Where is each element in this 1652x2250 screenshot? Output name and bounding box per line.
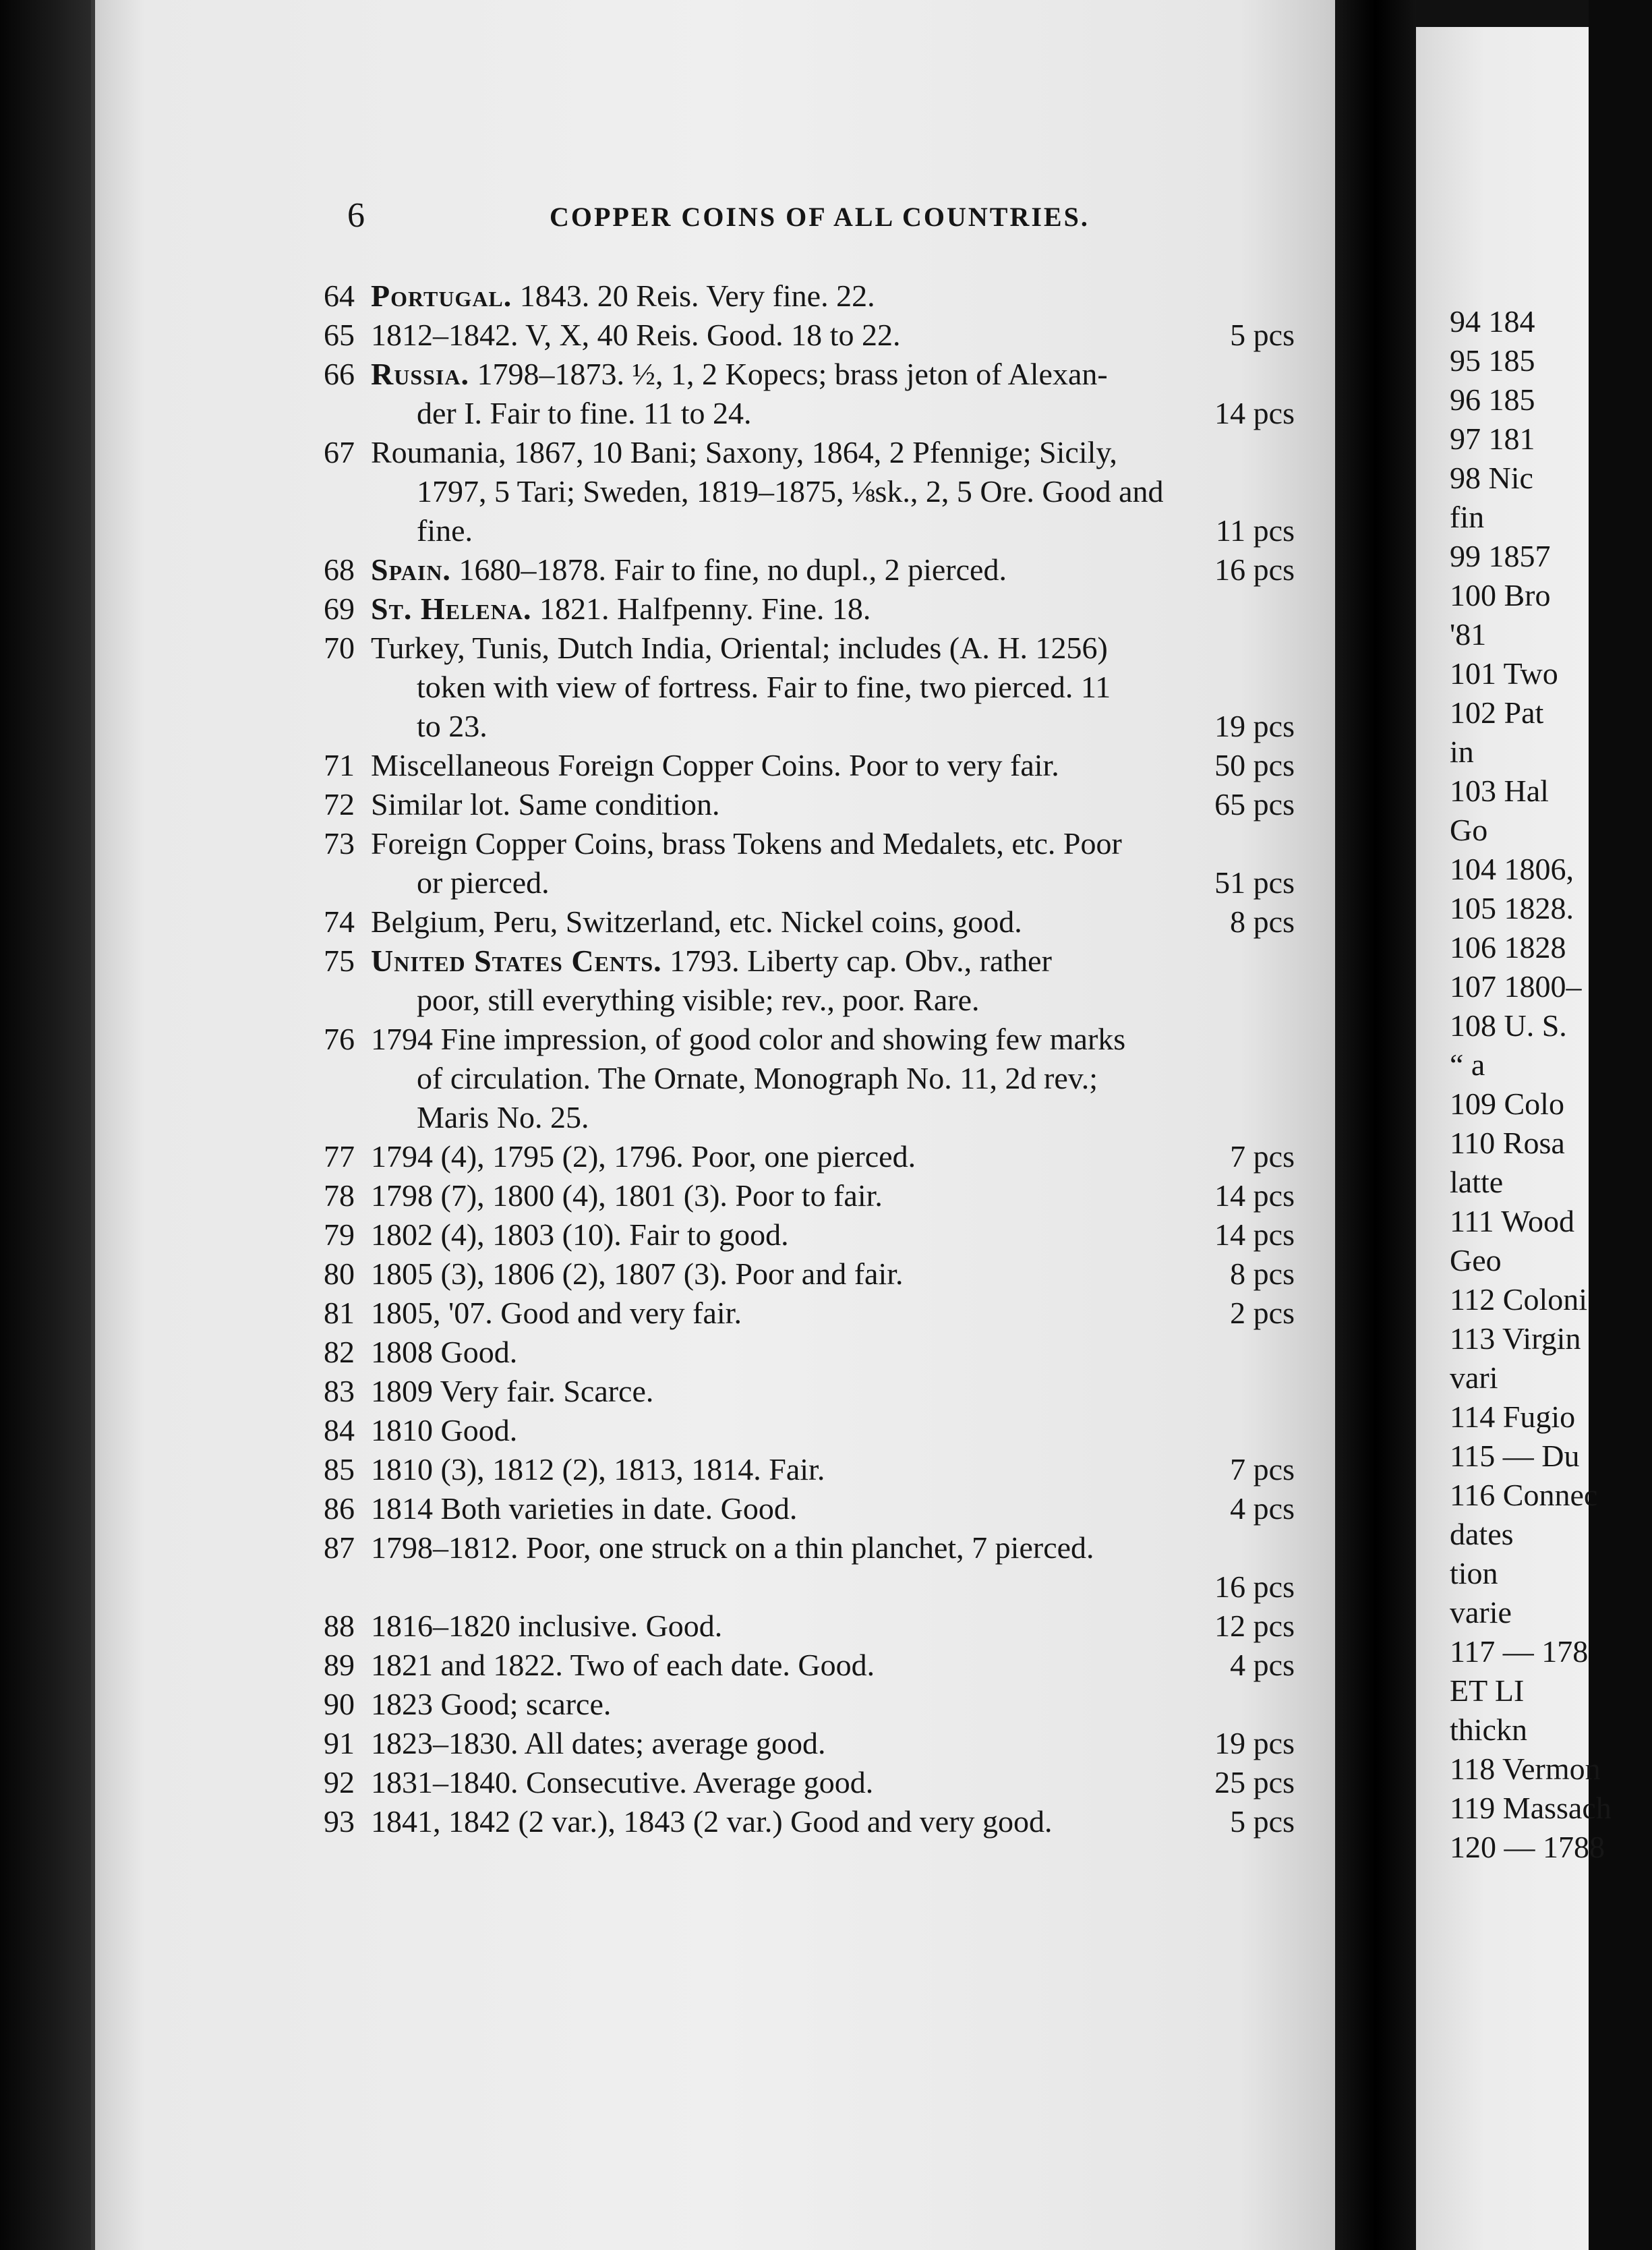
lot-number: 79 <box>324 1217 355 1252</box>
catalog-entry <box>324 1372 1308 1411</box>
lot-description <box>417 1569 425 1604</box>
lot-description: 1810 Good. <box>371 1413 518 1447</box>
lot-number: 71 <box>324 748 355 782</box>
catalog-entry <box>324 1333 1308 1372</box>
entry-text <box>324 1450 825 1489</box>
entry-text <box>417 1098 589 1137</box>
catalog-entry <box>324 1763 1308 1802</box>
entry-line <box>324 511 1308 550</box>
catalog-entry <box>324 746 1308 785</box>
lot-heading: United States Cents. <box>371 944 662 978</box>
lot-description: 1812–1842. V, X, 40 Reis. Good. 18 to 22. <box>371 318 901 352</box>
lot-description: to 23. <box>417 709 488 743</box>
piece-count: 51 pcs <box>1214 865 1295 900</box>
fragment-line: Go <box>1450 813 1488 847</box>
entry-line <box>324 785 1308 824</box>
entry-line <box>324 1411 1308 1450</box>
catalog-entry <box>324 1254 1308 1294</box>
fragment-line: 113 Virgin <box>1450 1321 1581 1356</box>
lot-number: 69 <box>324 592 355 626</box>
piece-count: 12 pcs <box>1214 1609 1295 1643</box>
catalog-entry <box>324 1215 1308 1254</box>
entry-line <box>324 981 1308 1020</box>
piece-count: 16 pcs <box>1214 1569 1295 1604</box>
entry-text <box>417 1567 425 1607</box>
entry-line <box>324 1450 1308 1489</box>
fragment-line: in <box>1450 734 1474 769</box>
entry-text <box>417 394 752 433</box>
lot-number: 67 <box>324 435 355 469</box>
lot-description: 1823–1830. All dates; average good. <box>371 1726 826 1760</box>
catalog-entry <box>324 1685 1308 1724</box>
lot-description: of circulation. The Ornate, Monograph No. 11, 2d rev.; <box>417 1061 1098 1095</box>
lot-description: 1808 Good. <box>371 1335 518 1369</box>
entry-text <box>417 1059 1098 1098</box>
entry-text <box>324 1411 517 1450</box>
lot-description: 1814 Both varieties in date. Good. <box>371 1491 798 1526</box>
lot-number: 81 <box>324 1296 355 1330</box>
lot-number: 68 <box>324 552 355 587</box>
fragment-line: vari <box>1450 1360 1498 1395</box>
fragment-line: thickn <box>1450 1712 1527 1747</box>
catalog-entry <box>324 1607 1308 1646</box>
entry-line <box>324 355 1308 394</box>
fragment-line: ET LI <box>1450 1673 1525 1708</box>
catalog-entry <box>324 1020 1308 1137</box>
piece-count: 8 pcs <box>1230 1257 1295 1291</box>
piece-count: 14 pcs <box>1214 396 1295 430</box>
lot-description: 1810 (3), 1812 (2), 1813, 1814. Fair. <box>371 1452 825 1487</box>
fragment-line: 94 184 <box>1450 304 1535 339</box>
catalog-entries <box>324 277 1308 1841</box>
lot-description: Roumania, 1867, 10 Bani; Saxony, 1864, 2 Pfennige; Sicily, <box>371 435 1117 469</box>
entry-line <box>324 902 1308 942</box>
entry-line <box>324 550 1308 589</box>
piece-count: 5 pcs <box>1230 1804 1295 1839</box>
lot-number: 78 <box>324 1178 355 1213</box>
fragment-line: 115 — Du <box>1450 1439 1580 1473</box>
fragment-line: tion <box>1450 1556 1498 1590</box>
lot-number: 65 <box>324 318 355 352</box>
catalog-entry <box>324 550 1308 589</box>
entry-text <box>324 1020 1125 1059</box>
fragment-line: 97 181 <box>1450 422 1535 456</box>
fragment-line: 107 1800– <box>1450 969 1582 1004</box>
catalog-entry <box>324 589 1308 629</box>
entry-text <box>417 863 550 902</box>
fragment-line: 106 1828 <box>1450 930 1566 964</box>
entry-line <box>324 1763 1308 1802</box>
entry-line <box>324 1098 1308 1137</box>
fragment-line: 120 — 1788 <box>1450 1830 1605 1864</box>
lot-number: 93 <box>324 1804 355 1839</box>
fragment-line: 111 Wood <box>1450 1204 1574 1238</box>
entry-line <box>324 1567 1308 1607</box>
piece-count: 50 pcs <box>1214 748 1295 782</box>
entry-text <box>324 1176 883 1215</box>
fragment-line: 119 Massach <box>1450 1791 1612 1825</box>
lot-description: token with view of fortress. Fair to fine, two pierced. 11 <box>417 670 1111 704</box>
catalog-entry <box>324 1528 1308 1607</box>
lot-number: 77 <box>324 1139 355 1174</box>
entry-line <box>324 589 1308 629</box>
entry-line <box>324 942 1308 981</box>
lot-number: 84 <box>324 1413 355 1447</box>
entry-line <box>324 1685 1308 1724</box>
lot-heading: Spain. <box>371 552 451 587</box>
entry-text <box>324 629 1108 668</box>
entry-text <box>324 902 1022 942</box>
fragment-line: 103 Hal <box>1450 774 1549 808</box>
lot-number: 75 <box>324 944 355 978</box>
lot-description: 1797, 5 Tari; Sweden, 1819–1875, ⅛sk., 2, 5 Ore. Good and <box>417 474 1164 509</box>
lot-description: Belgium, Peru, Switzerland, etc. Nickel coins, good. <box>371 904 1022 939</box>
scan-left-edge <box>0 0 91 2250</box>
entry-text <box>324 746 1059 785</box>
entry-text <box>417 511 473 550</box>
entry-text <box>324 550 1007 589</box>
entry-line <box>324 1137 1308 1176</box>
fragment-line: 102 Pat <box>1450 695 1544 730</box>
entry-line <box>324 1607 1308 1646</box>
lot-number: 66 <box>324 357 355 391</box>
lot-number: 74 <box>324 904 355 939</box>
lot-description: 1798–1873. ½, 1, 2 Kopecs; brass jeton of Alexan- <box>477 357 1108 391</box>
entry-text <box>324 1802 1053 1841</box>
catalog-entry <box>324 902 1308 942</box>
catalog-entry <box>324 1137 1308 1176</box>
entry-text <box>324 1215 789 1254</box>
lot-description: 1680–1878. Fair to fine, no dupl., 2 pierced. <box>459 552 1007 587</box>
lot-description: 1802 (4), 1803 (10). Fair to good. <box>371 1217 789 1252</box>
entry-line <box>324 1646 1308 1685</box>
catalog-entry <box>324 1411 1308 1450</box>
lot-number: 91 <box>324 1726 355 1760</box>
lot-description: 1841, 1842 (2 var.), 1843 (2 var.) Good and very good. <box>371 1804 1053 1839</box>
entry-line <box>324 1528 1308 1567</box>
catalog-entry <box>324 629 1308 746</box>
piece-count: 14 pcs <box>1214 1217 1295 1252</box>
entry-line <box>324 863 1308 902</box>
entry-text <box>417 707 488 746</box>
lot-number: 80 <box>324 1257 355 1291</box>
entry-text <box>324 824 1122 863</box>
entry-text <box>417 981 980 1020</box>
entry-text <box>417 472 1163 511</box>
lot-description: 1831–1840. Consecutive. Average good. <box>371 1765 874 1799</box>
fragment-line: latte <box>1450 1165 1504 1199</box>
book-gutter <box>1335 0 1416 2250</box>
entry-text <box>324 316 900 355</box>
lot-description: 1798 (7), 1800 (4), 1801 (3). Poor to fair. <box>371 1178 883 1213</box>
entry-text <box>324 1607 722 1646</box>
fragment-line: '81 <box>1450 617 1487 652</box>
lot-description: Turkey, Tunis, Dutch India, Oriental; includes (A. H. 1256) <box>371 631 1108 665</box>
catalog-entry <box>324 355 1308 433</box>
fragment-line: 105 1828. <box>1450 891 1574 925</box>
fragment-line: 96 185 <box>1450 382 1535 417</box>
entry-text <box>324 1763 873 1802</box>
piece-count: 25 pcs <box>1214 1765 1295 1799</box>
entry-line <box>324 668 1308 707</box>
lot-description: 1843. 20 Reis. Very fine. 22. <box>519 279 875 313</box>
entry-text <box>324 942 1052 981</box>
lot-description: Miscellaneous Foreign Copper Coins. Poor to very fair. <box>371 748 1059 782</box>
lot-description: 1821 and 1822. Two of each date. Good. <box>371 1648 875 1682</box>
entry-line <box>324 472 1308 511</box>
fragment-line: 116 Connec <box>1450 1478 1598 1512</box>
catalog-entry <box>324 1450 1308 1489</box>
piece-count: 7 pcs <box>1230 1452 1295 1487</box>
lot-number: 82 <box>324 1335 355 1369</box>
lot-number: 73 <box>324 826 355 861</box>
lot-heading: Russia. <box>371 357 469 391</box>
lot-description: Maris No. 25. <box>417 1100 589 1134</box>
lot-number: 76 <box>324 1022 355 1056</box>
entry-line <box>324 433 1308 472</box>
fragment-line: 108 U. S. <box>1450 1008 1567 1043</box>
fragment-line: varie <box>1450 1595 1512 1629</box>
catalog-entry <box>324 316 1308 355</box>
catalog-entry <box>324 1802 1308 1841</box>
catalog-entry <box>324 277 1308 316</box>
lot-heading: St. Helena. <box>371 592 532 626</box>
entry-line <box>324 1254 1308 1294</box>
piece-count: 7 pcs <box>1230 1139 1295 1174</box>
entry-text <box>324 589 871 629</box>
lot-description: 1794 (4), 1795 (2), 1796. Poor, one pierced. <box>371 1139 916 1174</box>
catalog-entry <box>324 1646 1308 1685</box>
entry-text <box>324 355 1108 394</box>
running-title: COPPER COINS OF ALL COUNTRIES. <box>550 202 1090 232</box>
lot-number: 92 <box>324 1765 355 1799</box>
lot-number: 88 <box>324 1609 355 1643</box>
fragment-line: 98 Nic <box>1450 461 1533 495</box>
fragment-line: 99 1857 <box>1450 539 1551 573</box>
fragment-line: 95 185 <box>1450 343 1535 378</box>
entry-line <box>324 1372 1308 1411</box>
entry-text <box>324 1333 517 1372</box>
catalog-entry <box>324 785 1308 824</box>
catalog-entry <box>324 433 1308 550</box>
piece-count: 16 pcs <box>1214 552 1295 587</box>
fragment-line: 117 — 178 <box>1450 1634 1589 1669</box>
fragment-line: “ a <box>1450 1047 1485 1082</box>
lot-description: 1821. Halfpenny. Fine. 18. <box>539 592 871 626</box>
entry-line <box>324 1020 1308 1059</box>
piece-count: 2 pcs <box>1230 1296 1295 1330</box>
piece-count: 11 pcs <box>1215 513 1295 548</box>
piece-count: 65 pcs <box>1214 787 1295 821</box>
entry-text <box>324 1724 826 1763</box>
entry-text <box>324 1254 904 1294</box>
entry-line <box>324 824 1308 863</box>
lot-number: 83 <box>324 1374 355 1408</box>
lot-number: 64 <box>324 279 355 313</box>
entry-line <box>324 1802 1308 1841</box>
entry-text <box>324 785 719 824</box>
entry-line <box>324 1059 1308 1098</box>
fragment-line: Geo <box>1450 1243 1502 1277</box>
piece-count: 19 pcs <box>1214 1726 1295 1760</box>
catalog-entry <box>324 1176 1308 1215</box>
page-header <box>347 196 1325 243</box>
entry-line <box>324 629 1308 668</box>
entry-text <box>324 277 875 316</box>
entry-line <box>324 394 1308 433</box>
lot-description: 1805, '07. Good and very fair. <box>371 1296 742 1330</box>
lot-description: 1793. Liberty cap. Obv., rather <box>670 944 1052 978</box>
entry-line <box>324 1489 1308 1528</box>
catalog-entry <box>324 1294 1308 1333</box>
fragment-line: 118 Vermon <box>1450 1752 1601 1786</box>
lot-number: 72 <box>324 787 355 821</box>
lot-number: 87 <box>324 1530 355 1565</box>
entry-line <box>324 1176 1308 1215</box>
catalog-entry <box>324 942 1308 1020</box>
fragment-line: 101 Two <box>1450 656 1558 691</box>
entry-text <box>324 1489 797 1528</box>
lot-number: 85 <box>324 1452 355 1487</box>
lot-description: 1798–1812. Poor, one struck on a thin planchet, 7 pierced. <box>371 1530 1094 1565</box>
lot-description: Similar lot. Same condition. <box>371 787 720 821</box>
entry-line <box>324 707 1308 746</box>
lot-description: Foreign Copper Coins, brass Tokens and Medalets, etc. Poor <box>371 826 1122 861</box>
lot-heading: Portugal. <box>371 279 512 313</box>
catalog-entry <box>324 824 1308 902</box>
lot-description: fine. <box>417 513 473 548</box>
fragment-line: 109 Colo <box>1450 1087 1564 1121</box>
entry-text <box>324 1528 1094 1567</box>
catalog-entry <box>324 1489 1308 1528</box>
lot-description: 1816–1820 inclusive. Good. <box>371 1609 723 1643</box>
piece-count: 19 pcs <box>1214 709 1295 743</box>
entry-line <box>324 1333 1308 1372</box>
fragment-line: 112 Coloni <box>1450 1282 1588 1317</box>
fragment-line: fin <box>1450 500 1485 534</box>
entry-text <box>324 1294 742 1333</box>
entry-text <box>324 1646 875 1685</box>
entry-line <box>324 277 1308 316</box>
fragment-line: 110 Rosa <box>1450 1126 1565 1160</box>
piece-count: 5 pcs <box>1230 318 1295 352</box>
lot-description: 1805 (3), 1806 (2), 1807 (3). Poor and fair. <box>371 1257 904 1291</box>
entry-text <box>324 433 1117 472</box>
fragment-line: 100 Bro <box>1450 578 1551 612</box>
entry-line <box>324 1294 1308 1333</box>
catalog-entry <box>324 1724 1308 1763</box>
lot-description: or pierced. <box>417 865 550 900</box>
entry-text <box>324 1137 916 1176</box>
lot-description: 1823 Good; scarce. <box>371 1687 612 1721</box>
lot-description: 1794 Fine impression, of good color and showing few marks <box>371 1022 1126 1056</box>
entry-text <box>324 1372 653 1411</box>
entry-line <box>324 1724 1308 1763</box>
lot-number: 70 <box>324 631 355 665</box>
lot-description: poor, still everything visible; rev., poor. Rare. <box>417 983 980 1017</box>
piece-count: 14 pcs <box>1214 1178 1295 1213</box>
next-page-fragments <box>1450 302 1652 1867</box>
entry-line <box>324 746 1308 785</box>
fragment-line: 104 1806, <box>1450 852 1574 886</box>
entry-line <box>324 316 1308 355</box>
entry-line <box>324 1215 1308 1254</box>
piece-count: 4 pcs <box>1230 1648 1295 1682</box>
fragment-line: dates <box>1450 1517 1514 1551</box>
lot-description: der I. Fair to fine. 11 to 24. <box>417 396 752 430</box>
page-number: 6 <box>347 196 365 235</box>
entry-text <box>417 668 1111 707</box>
entry-text <box>324 1685 611 1724</box>
lot-number: 89 <box>324 1648 355 1682</box>
piece-count: 4 pcs <box>1230 1491 1295 1526</box>
lot-number: 90 <box>324 1687 355 1721</box>
lot-number: 86 <box>324 1491 355 1526</box>
piece-count: 8 pcs <box>1230 904 1295 939</box>
lot-description: 1809 Very fair. Scarce. <box>371 1374 654 1408</box>
fragment-line: 114 Fugio <box>1450 1400 1576 1434</box>
